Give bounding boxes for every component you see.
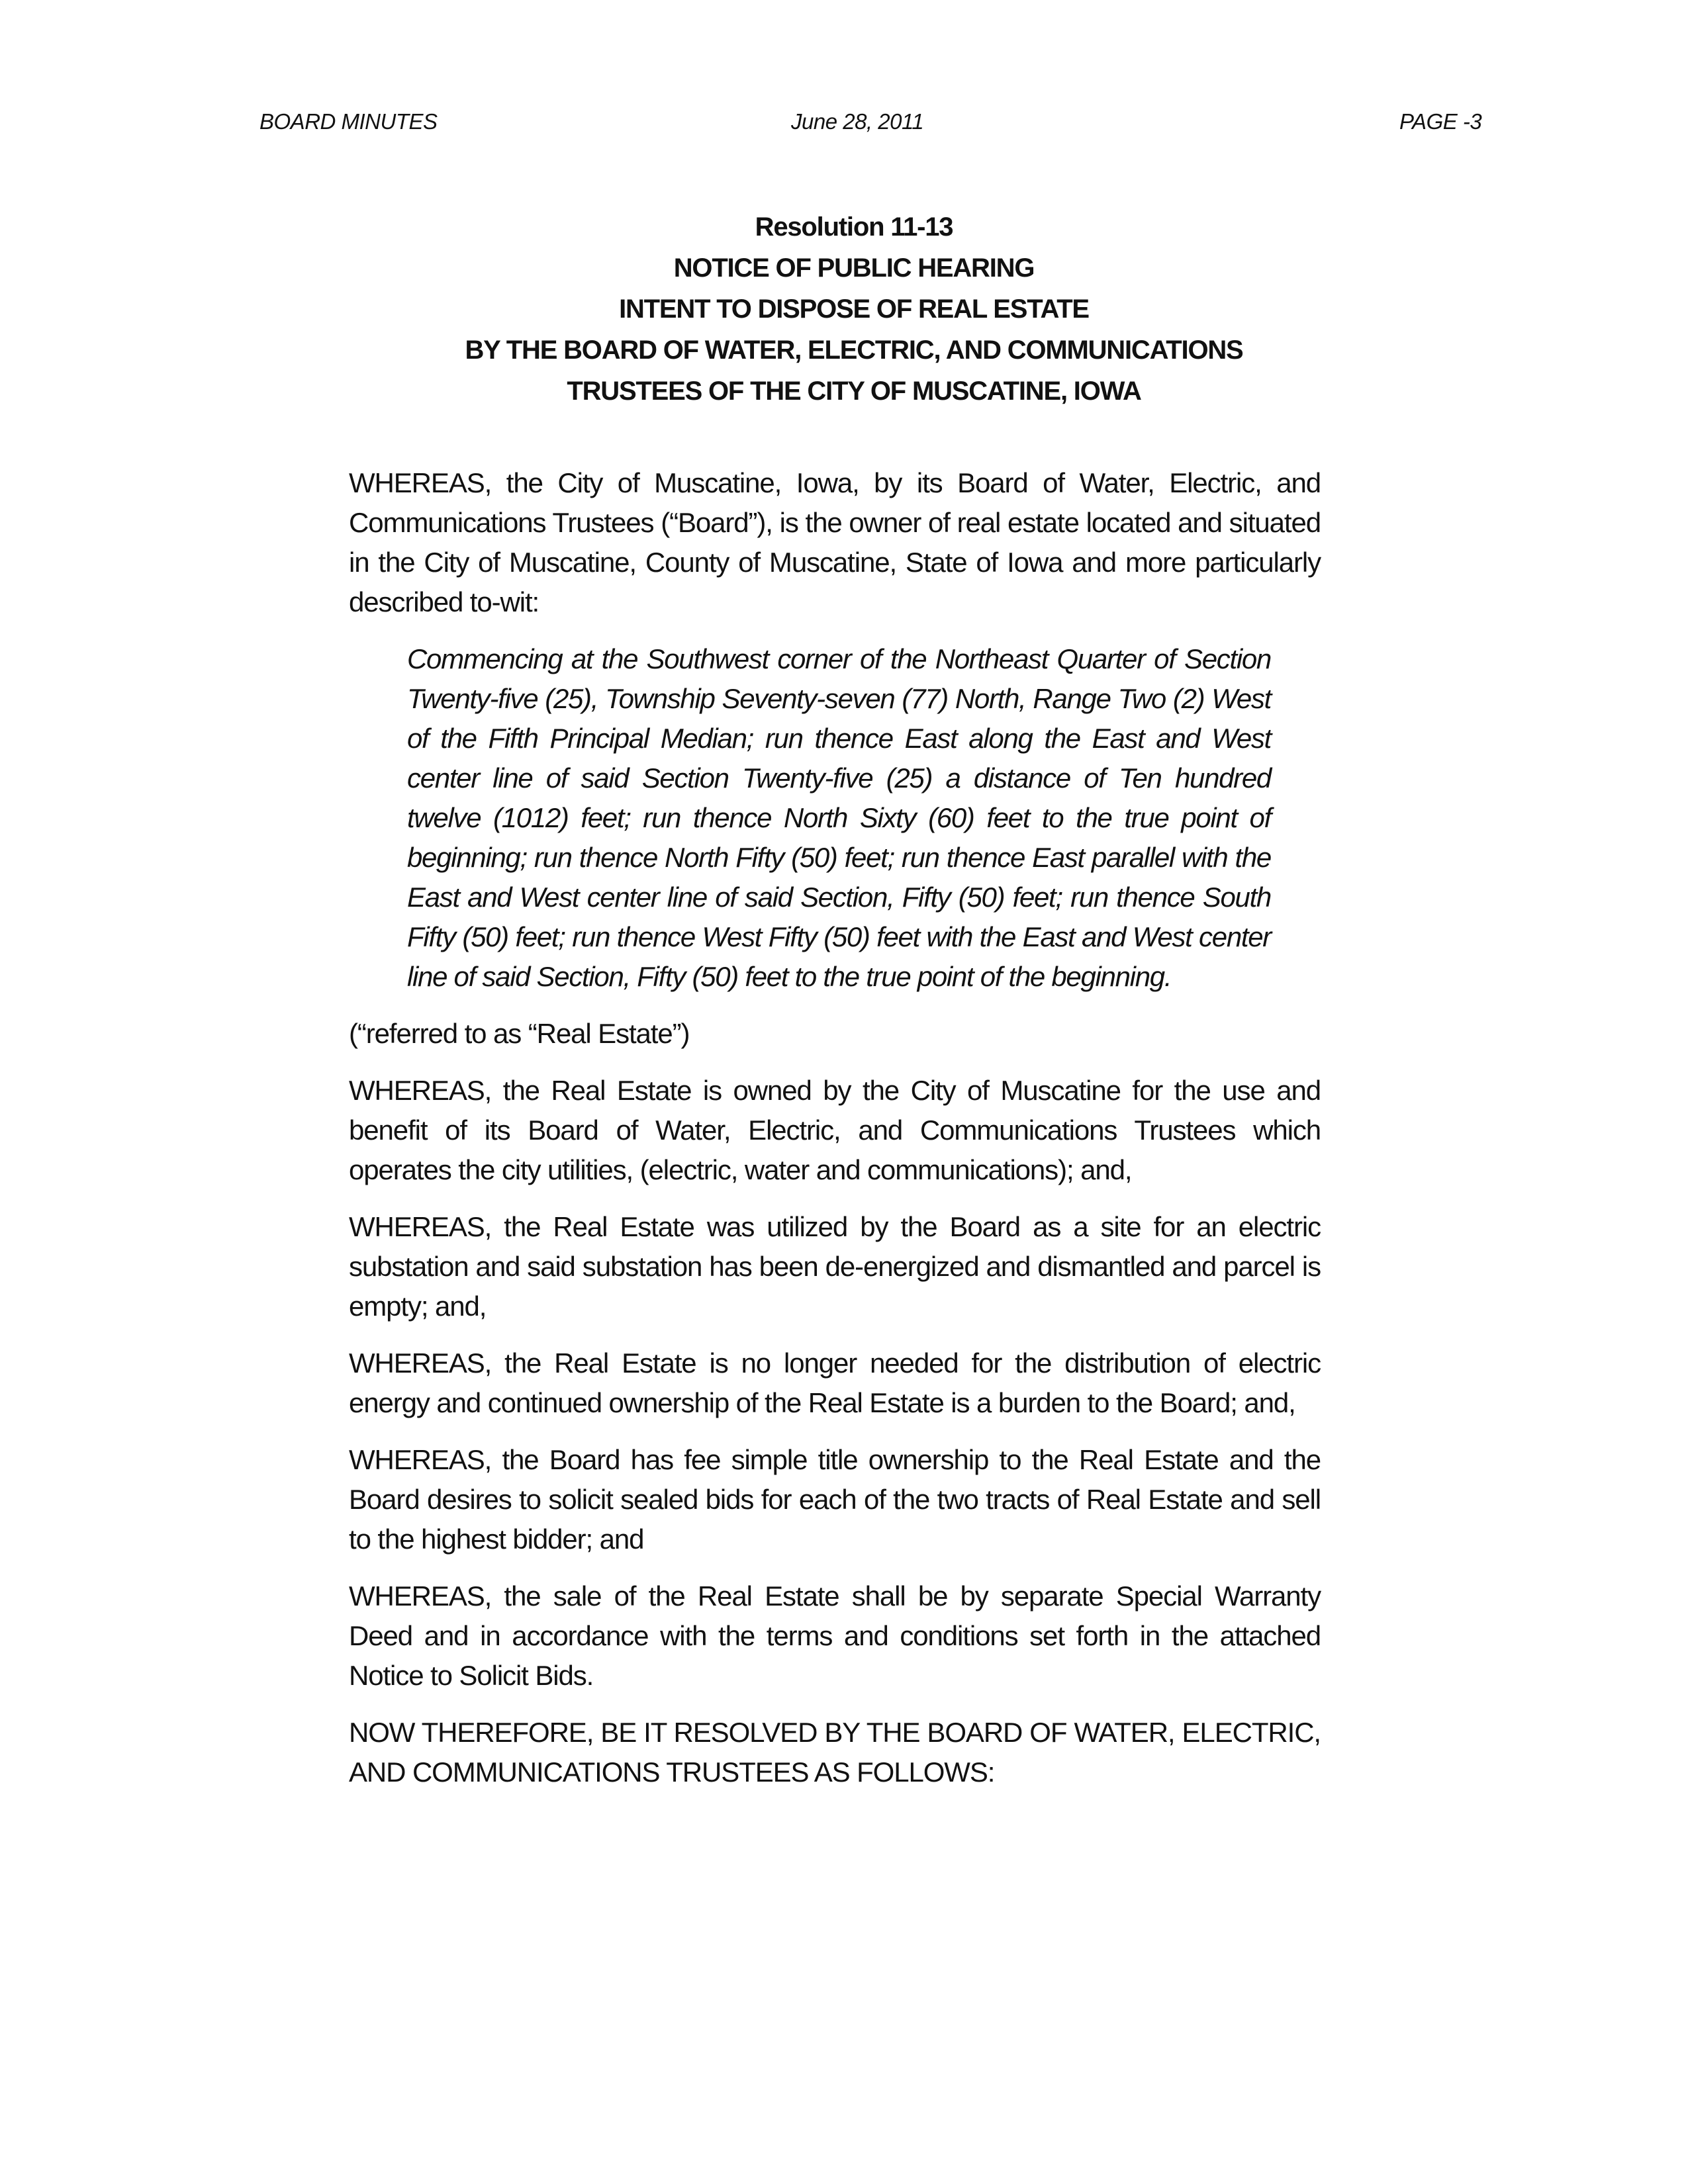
now-therefore-resolved-paragraph: NOW THEREFORE, BE IT RESOLVED BY THE BOARD OF WATER, ELECTRIC, AND COMMUNICATIONS TRUSTEES AS FOLLOWS: xyxy=(349,1717,1321,1788)
title-board-name: BY THE BOARD OF WATER, ELECTRIC, AND COMMUNICATIONS xyxy=(465,336,1243,365)
resolution-body xyxy=(349,463,1321,1809)
header-document-type: BOARD MINUTES xyxy=(259,109,438,134)
legal-description-paragraph: Commencing at the Southwest corner of the Northeast Quarter of Section Twenty-five (25), Township Seventy-seven (77) North, Range Two (2) West of the Fifth Principal Median; run thence East along the East and West center line of said Section Twenty-five (25) a distance of Ten hundred twelve (1012) feet; run thence North Sixty (60) feet to the true point of beginning; run thence North Fifty (50) feet; run thence East parallel with the East and West center line of said Section, Fifty (50) feet; run thence South Fifty (50) feet; run thence West Fifty (50) feet with the East and West center line of said Section, Fifty (50) feet to the true point of the beginning. xyxy=(407,643,1271,992)
whereas-ownership-paragraph: WHEREAS, the City of Muscatine, Iowa, by its Board of Water, Electric, and Communications Trustees (“Board”), is the owner of real estate located and situated in the City of Muscatine, County of Muscatine, State of Iowa and more particularly described to-wit: xyxy=(349,467,1321,617)
whereas-warranty-deed-paragraph: WHEREAS, the sale of the Real Estate shall be by separate Special Warranty Deed and in accordance with the terms and conditions set forth in the attached Notice to Solicit Bids. xyxy=(349,1580,1321,1691)
header-page-number: PAGE -3 xyxy=(1399,109,1482,134)
title-intent-to-dispose: INTENT TO DISPOSE OF REAL ESTATE xyxy=(619,295,1089,324)
page-header xyxy=(0,107,1688,136)
whereas-no-longer-needed-paragraph: WHEREAS, the Real Estate is no longer needed for the distribution of electric energy and continued ownership of the Real Estate is a burden to the Board; and, xyxy=(349,1347,1321,1418)
resolution-title-block xyxy=(331,206,1377,412)
title-notice-of-public-hearing: NOTICE OF PUBLIC HEARING xyxy=(673,253,1035,283)
whereas-use-and-benefit-paragraph: WHEREAS, the Real Estate is owned by the City of Muscatine for the use and benefit of its Board of Water, Electric, and Communications Trustees which operates the city utilities, (electric, water and communications); and, xyxy=(349,1075,1321,1185)
whereas-substation-paragraph: WHEREAS, the Real Estate was utilized by the Board as a site for an electric substation and said substation has been de-energized and dismantled and parcel is empty; and, xyxy=(349,1211,1321,1322)
real-estate-definition: (“referred to as “Real Estate”) xyxy=(349,1018,690,1049)
title-trustees-city: TRUSTEES OF THE CITY OF MUSCATINE, IOWA xyxy=(567,377,1141,406)
header-date: June 28, 2011 xyxy=(791,109,924,134)
whereas-sealed-bids-paragraph: WHEREAS, the Board has fee simple title ownership to the Real Estate and the Board desires to solicit sealed bids for each of the two tracts of Real Estate and sell to the highest bidder; and xyxy=(349,1444,1321,1555)
resolution-number: Resolution 11-13 xyxy=(755,212,953,242)
